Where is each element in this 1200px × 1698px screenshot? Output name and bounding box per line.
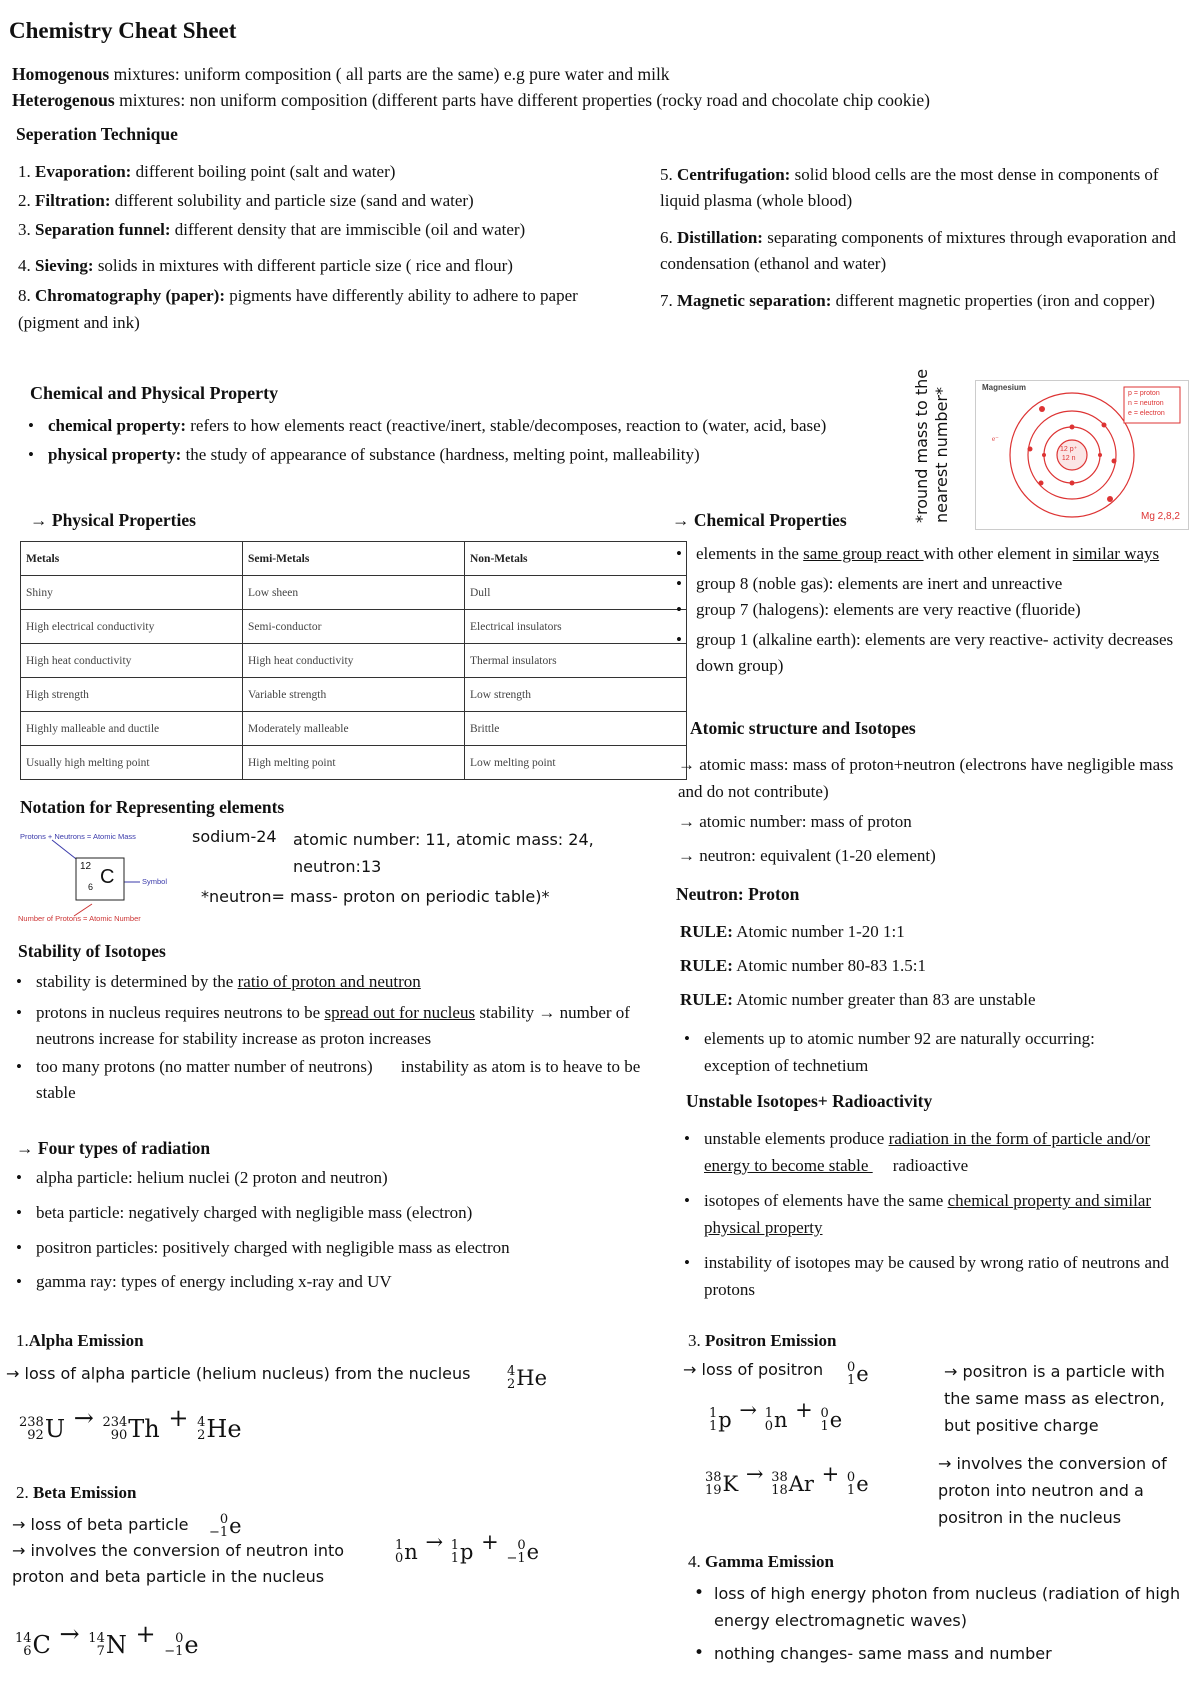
notation-mass-label: Protons + Neutrons = Atomic Mass bbox=[20, 832, 136, 841]
radiation-item: • gamma ray: types of energy including x-ray and UV bbox=[14, 1269, 654, 1295]
diagram-electron-label: e⁻ bbox=[992, 435, 999, 443]
notation-example-line2: neutron:13 bbox=[293, 857, 382, 876]
homogenous-line: Homogenous mixtures: uniform composition ( all parts are the same) e.g pure water and milk bbox=[12, 64, 670, 84]
physical-property-item: • physical property: the study of appearance of substance (hardness, melting point, malleability) bbox=[26, 442, 876, 467]
table-cell: High heat conductivity bbox=[21, 644, 243, 678]
radiation-item: • alpha particle: helium nuclei (2 proton and neutron) bbox=[14, 1165, 654, 1191]
round-mass-note: *round mass to the nearest number* bbox=[912, 368, 951, 523]
table-row bbox=[21, 712, 687, 746]
stability-item: • too many protons (no matter number of neutrons) instability as atom is to heave to be stable bbox=[14, 1054, 650, 1106]
table-cell: Thermal insulators bbox=[465, 644, 687, 678]
unstable-item: • instability of isotopes may be caused by wrong ratio of neutrons and protons bbox=[682, 1249, 1187, 1303]
table-row bbox=[21, 678, 687, 712]
atomic-structure-heading: Atomic structure and Isotopes bbox=[690, 718, 916, 738]
unstable-item: • isotopes of elements have the same chemical property and similar physical property bbox=[682, 1187, 1187, 1241]
beta-text-line2: → involves the conversion of neutron into bbox=[12, 1541, 345, 1560]
table-cell: High strength bbox=[21, 678, 243, 712]
natural-elements-item: • elements up to atomic number 92 are naturally occurring: exception of technetium bbox=[682, 1025, 1142, 1079]
gamma-item: • nothing changes- same mass and number bbox=[692, 1640, 1192, 1667]
legend-proton: p = proton bbox=[1128, 390, 1160, 397]
separation-right-list bbox=[660, 162, 1195, 314]
notation-figure bbox=[18, 832, 188, 924]
legend-electron: e = electron bbox=[1128, 410, 1165, 417]
chem-phys-heading: Chemical and Physical Property bbox=[30, 383, 279, 403]
separation-item-chromatography: 8. Chromatography (paper): pigments have differently ability to adhere to paper (pigment and ink) bbox=[18, 286, 578, 332]
chemical-property-item: • chemical property: refers to how elements react (reactive/inert, stable/decomposes, reaction to (water, acid, base) bbox=[26, 413, 876, 438]
neutron-proton-heading: Neutron: Proton bbox=[676, 884, 800, 904]
positron-text: → loss of positron bbox=[683, 1360, 824, 1379]
table-cell: Semi-conductor bbox=[243, 610, 465, 644]
atomic-structure-lines bbox=[678, 751, 1194, 869]
chemical-properties-item: • group 7 (halogens): elements are very reactive (fluoride) bbox=[674, 597, 1194, 623]
chemical-properties-heading: → Chemical Properties bbox=[672, 510, 847, 530]
table-cell: Usually high melting point bbox=[21, 746, 243, 780]
diagram-title: Magnesium bbox=[982, 383, 1027, 392]
diagram-nucleus bbox=[1060, 445, 1077, 463]
notation-atomic-number-label: Number of Protons = Atomic Number bbox=[18, 914, 141, 923]
atomic-mass-line: → atomic mass: mass of proton+neutron (electrons have negligible mass and do not contribute) bbox=[678, 755, 1174, 801]
unstable-list bbox=[682, 1125, 1187, 1303]
table-cell: Low strength bbox=[465, 678, 687, 712]
legend-neutron: n = neutron bbox=[1128, 400, 1164, 407]
alpha-helium-symbol: 4 2 He bbox=[507, 1364, 548, 1392]
table-row bbox=[21, 644, 687, 678]
chemical-properties-item: • group 1 (alkaline earth): elements are very reactive- activity decreases down group) bbox=[674, 627, 1194, 679]
chemical-properties-item: • group 8 (noble gas): elements are inert and unreactive bbox=[674, 571, 1194, 597]
stability-item: • stability is determined by the ratio of proton and neutron bbox=[14, 969, 650, 995]
stability-list bbox=[14, 969, 650, 1106]
header-non-metals: Non-Metals bbox=[465, 542, 687, 576]
table-cell: Low melting point bbox=[465, 746, 687, 780]
table-cell: Shiny bbox=[21, 576, 243, 610]
chemical-properties-item: • elements in the same group react with other element in similar ways bbox=[674, 541, 1194, 567]
chem-phys-list bbox=[26, 413, 876, 467]
table-row bbox=[21, 746, 687, 780]
gamma-list bbox=[692, 1580, 1192, 1667]
nucleus-neutrons: 12 n bbox=[1061, 455, 1076, 462]
unstable-heading: Unstable Isotopes+ Radioactivity bbox=[686, 1091, 933, 1111]
positron-heading: 3. Positron Emission bbox=[688, 1331, 837, 1350]
table-header-row bbox=[21, 542, 687, 576]
notation-example-line1: atomic number: 11, atomic mass: 24, bbox=[293, 830, 594, 849]
notation-example bbox=[293, 826, 594, 880]
beta-heading: 2. Beta Emission bbox=[16, 1483, 137, 1502]
magnesium-atom-diagram bbox=[975, 380, 1189, 530]
notation-example-name: sodium-24 bbox=[192, 827, 277, 846]
table-row bbox=[21, 610, 687, 644]
alpha-equation: 238 92 U → 234 90 Th + 4 2 He bbox=[19, 1404, 242, 1443]
alpha-text: → loss of alpha particle (helium nucleus) from the nucleus bbox=[6, 1364, 471, 1383]
nucleus-protons: 12 p⁺ bbox=[1060, 446, 1078, 453]
unstable-item: • unstable elements produce radiation in the form of particle and/or energy to become stable radioactive bbox=[682, 1125, 1187, 1179]
alpha-heading: 1.Alpha Emission bbox=[16, 1331, 144, 1350]
notation-symbol-label: Symbol bbox=[142, 877, 168, 886]
notation-atomic-number: 6 bbox=[88, 882, 94, 892]
separation-item-filtration: 2. Filtration: different solubility and particle size (sand and water) bbox=[18, 191, 474, 210]
rules-list bbox=[680, 918, 1196, 1013]
stability-item: • protons in nucleus requires neutrons to be spread out for nucleus stability → number of neutrons increase for stability increase as proton increases bbox=[14, 1000, 650, 1052]
table-cell: Low sheen bbox=[243, 576, 465, 610]
notation-heading: Notation for Representing elements bbox=[20, 797, 285, 817]
separation-left-list bbox=[18, 158, 648, 336]
positron-note1: → positron is a particle with the same mass as electron, but positive charge bbox=[944, 1362, 1165, 1435]
positron-equation: 38 19 K → 38 18 Ar + 0 1 e bbox=[705, 1462, 869, 1498]
separation-item-distillation: 6. Distillation: separating components of mixtures through evaporation and condensation (ethanol and water) bbox=[660, 228, 1177, 273]
page-title: Chemistry Cheat Sheet bbox=[9, 18, 237, 43]
table-cell: Dull bbox=[465, 576, 687, 610]
neutron-line: → neutron: equivalent (1-20 element) bbox=[678, 846, 936, 865]
radiation-item: • positron particles: positively charged with negligible mass as electron bbox=[14, 1235, 654, 1261]
positron-conversion-equation: 1 1 p → 1 0 n + 0 1 e bbox=[709, 1398, 843, 1434]
beta-conversion-equation: 1 0 n → 1 1 p + 0 −1 e bbox=[395, 1530, 540, 1566]
beta-text-line3: proton and beta particle in the nucleus bbox=[12, 1567, 325, 1586]
table-cell: High melting point bbox=[243, 746, 465, 780]
diagram-legend bbox=[1128, 389, 1165, 419]
physical-properties-heading: → Physical Properties bbox=[30, 510, 196, 530]
beta-equation: 14 6 C → 14 7 N + 0 −1 e bbox=[15, 1620, 199, 1659]
table-cell: High heat conductivity bbox=[243, 644, 465, 678]
separation-item-centrifugation: 5. Centrifugation: solid blood cells are the most dense in components of liquid plasma (whole blood) bbox=[660, 165, 1159, 210]
table-row bbox=[21, 576, 687, 610]
rule-item: RULE: Atomic number 1-20 1:1 bbox=[680, 922, 905, 941]
chemical-properties-list bbox=[674, 541, 1194, 679]
stability-heading: Stability of Isotopes bbox=[18, 941, 166, 961]
table-cell: Variable strength bbox=[243, 678, 465, 712]
gamma-heading: 4. Gamma Emission bbox=[688, 1552, 834, 1571]
table-cell: Highly malleable and ductile bbox=[21, 712, 243, 746]
separation-heading: Seperation Technique bbox=[16, 124, 178, 144]
notation-symbol: C bbox=[100, 866, 115, 888]
radiation-heading: → Four types of radiation bbox=[16, 1138, 211, 1158]
rule-item: RULE: Atomic number greater than 83 are unstable bbox=[680, 990, 1036, 1009]
positron-note2: → involves the conversion of proton into neutron and a positron in the nucleus bbox=[938, 1454, 1167, 1527]
table-cell: Moderately malleable bbox=[243, 712, 465, 746]
header-semi-metals: Semi-Metals bbox=[243, 542, 465, 576]
separation-item-funnel: 3. Separation funnel: different density that are immiscible (oil and water) bbox=[18, 220, 526, 239]
header-metals: Metals bbox=[21, 542, 243, 576]
physical-properties-table bbox=[20, 541, 687, 780]
beta-particle-symbol: 0 −1 e bbox=[209, 1512, 242, 1540]
table-cell: High electrical conductivity bbox=[21, 610, 243, 644]
heterogenous-line: Heterogenous mixtures: non uniform composition (different parts have different properties (rocky road and chocolate chip cookie) bbox=[12, 90, 930, 110]
table-cell: Brittle bbox=[465, 712, 687, 746]
separation-item-evaporation: 1. Evaporation: different boiling point (salt and water) bbox=[18, 162, 396, 181]
notation-mass-number: 12 bbox=[80, 861, 92, 872]
notation-note: *neutron= mass- proton on periodic table)* bbox=[201, 887, 550, 906]
natural-elements-list bbox=[682, 1025, 1142, 1079]
atomic-number-line: → atomic number: mass of proton bbox=[678, 812, 912, 831]
rule-item: RULE: Atomic number 80-83 1.5:1 bbox=[680, 956, 927, 975]
beta-text-line1: → loss of beta particle bbox=[12, 1515, 189, 1534]
radiation-list bbox=[14, 1165, 654, 1295]
diagram-config: Mg 2,8,2 bbox=[1141, 511, 1180, 522]
positron-symbol: 0 1 e bbox=[847, 1360, 869, 1388]
beta-text bbox=[12, 1512, 344, 1590]
table-cell: Electrical insulators bbox=[465, 610, 687, 644]
gamma-item: • loss of high energy photon from nucleus (radiation of high energy electromagnetic waves) bbox=[692, 1580, 1192, 1634]
separation-item-magnetic: 7. Magnetic separation: different magnetic properties (iron and copper) bbox=[660, 291, 1155, 310]
separation-item-sieving: 4. Sieving: solids in mixtures with different particle size ( rice and flour) bbox=[18, 256, 513, 275]
radiation-item: • beta particle: negatively charged with negligible mass (electron) bbox=[14, 1200, 654, 1226]
